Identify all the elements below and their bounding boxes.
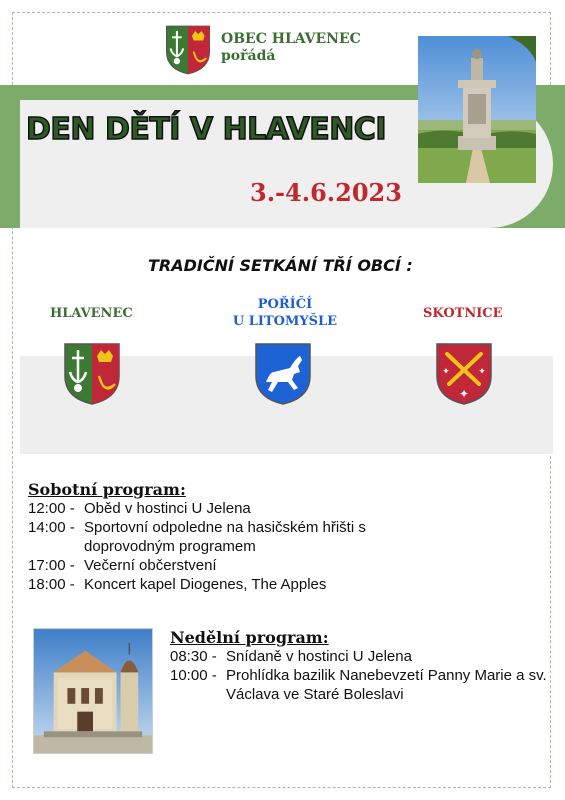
poric-crest-icon: [254, 342, 312, 406]
villages-subtitle: TRADIČNÍ SETKÁNÍ TŘÍ OBCÍ :: [148, 256, 413, 275]
basilica-photo: [33, 628, 153, 754]
program-item: 18:00 - Koncert kapel Diogenes, The Apples: [28, 576, 327, 593]
saturday-program: [28, 480, 548, 594]
program-item: 14:00 - Sportovní odpoledne na hasičském hřišti s doprovodným programem: [28, 519, 366, 555]
village-name-poric: POŘÍČÍ U LITOMYŠLE: [232, 297, 338, 329]
event-title: DEN DĚTÍ V HLAVENCI: [26, 112, 386, 147]
monument-photo: [418, 36, 536, 183]
saturday-title: Sobotní program:: [28, 480, 186, 499]
program-item: 08:30 - Snídaně v hostinci U Jelena: [170, 648, 412, 665]
svg-text:✦: ✦: [442, 367, 450, 377]
svg-text:✦: ✦: [458, 387, 470, 401]
event-date: 3.-4.6.2023: [250, 178, 402, 207]
organizer: [221, 31, 361, 65]
sunday-title: Nedělní program:: [170, 628, 329, 647]
program-item: 17:00 - Večerní občerstvení: [28, 557, 217, 574]
program-item: 10:00 - Prohlídka bazilik Nanebevzetí Panny Marie a sv. Václava ve Staré Boleslavi: [170, 667, 547, 703]
organizer-name: OBEC HLAVENEC: [221, 31, 361, 47]
hlavenec-crest-icon: [165, 24, 211, 76]
hlavenec-crest-icon: [63, 342, 121, 406]
organizer-sub: pořádá: [221, 48, 276, 64]
svg-text:✦: ✦: [478, 367, 486, 377]
program-item: 12:00 - Oběd v hostinci U Jelena: [28, 500, 251, 517]
village-name-hlavenec: HLAVENEC: [50, 306, 133, 321]
village-name-skotnice: SKOTNICE: [423, 306, 503, 321]
sunday-program: [170, 628, 550, 704]
skotnice-crest-icon: [435, 342, 493, 406]
